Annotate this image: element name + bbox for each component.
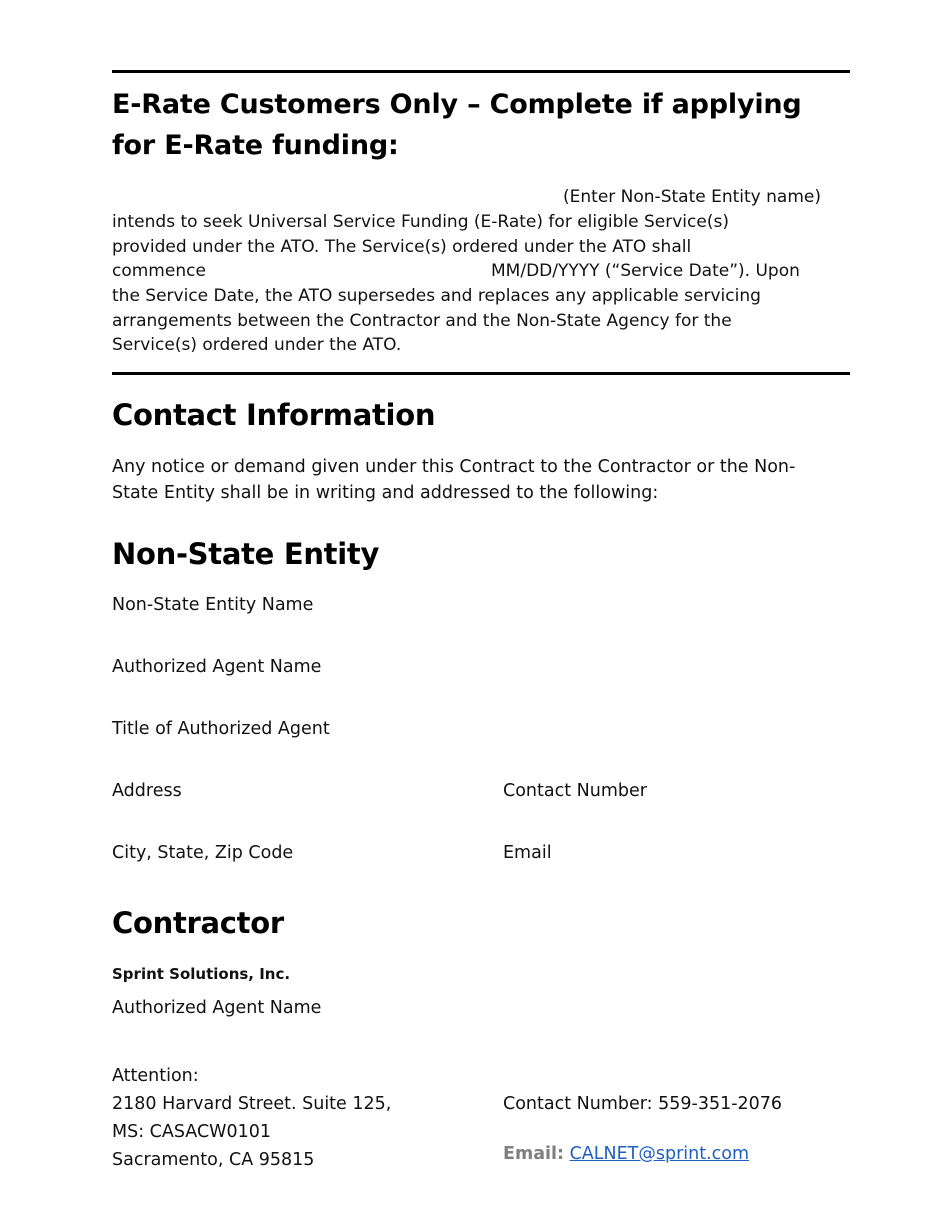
city-state-zip-label: City, State, Zip Code bbox=[112, 843, 294, 863]
erate-text-line: arrangements between the Contractor and the Non-State Agency for the bbox=[112, 311, 732, 331]
contractor-address-line: MS: CASACW0101 bbox=[112, 1122, 272, 1142]
contractor-company-name: Sprint Solutions, Inc. bbox=[112, 965, 291, 983]
address-label: Address bbox=[112, 781, 182, 801]
erate-commence-label: commence bbox=[112, 261, 206, 281]
top-divider bbox=[112, 70, 850, 73]
email-label: Email bbox=[503, 843, 552, 863]
entity-name-hint: (Enter Non-State Entity name) bbox=[563, 187, 821, 207]
contractor-agent-name-label: Authorized Agent Name bbox=[112, 998, 322, 1018]
entity-name-label: Non-State Entity Name bbox=[112, 595, 314, 615]
contractor-address-line: 2180 Harvard Street. Suite 125, bbox=[112, 1094, 392, 1114]
contractor-email-label: Email: bbox=[503, 1144, 564, 1164]
non-state-entity-heading: Non-State Entity bbox=[112, 537, 380, 571]
service-date-hint: MM/DD/YYYY (“Service Date”). Upon bbox=[491, 261, 800, 281]
erate-heading: E-Rate Customers Only – Complete if applying for E-Rate funding: bbox=[112, 89, 802, 161]
contact-intro-line: State Entity shall be in writing and addressed to the following: bbox=[112, 483, 659, 503]
contractor-attention-label: Attention: bbox=[112, 1066, 199, 1086]
contractor-heading: Contractor bbox=[112, 906, 284, 940]
contact-info-heading: Contact Information bbox=[112, 398, 436, 432]
contractor-email-link[interactable]: CALNET@sprint.com bbox=[569, 1144, 750, 1164]
erate-text-line: Service(s) ordered under the ATO. bbox=[112, 335, 402, 355]
section-divider bbox=[112, 372, 850, 375]
contact-intro-line: Any notice or demand given under this Contract to the Contractor or the Non- bbox=[112, 457, 796, 477]
contractor-contact-number: Contact Number: 559-351-2076 bbox=[503, 1094, 783, 1114]
agent-name-label: Authorized Agent Name bbox=[112, 657, 322, 677]
erate-text-line: intends to seek Universal Service Funding (E-Rate) for eligible Service(s) bbox=[112, 212, 729, 232]
contractor-email-row bbox=[503, 1142, 749, 1166]
contact-number-label: Contact Number bbox=[503, 781, 647, 801]
erate-text-line: provided under the ATO. The Service(s) ordered under the ATO shall bbox=[112, 237, 692, 257]
erate-text-line: the Service Date, the ATO supersedes and replaces any applicable servicing bbox=[112, 286, 761, 306]
contractor-address-line: Sacramento, CA 95815 bbox=[112, 1150, 315, 1170]
agent-title-label: Title of Authorized Agent bbox=[112, 719, 330, 739]
